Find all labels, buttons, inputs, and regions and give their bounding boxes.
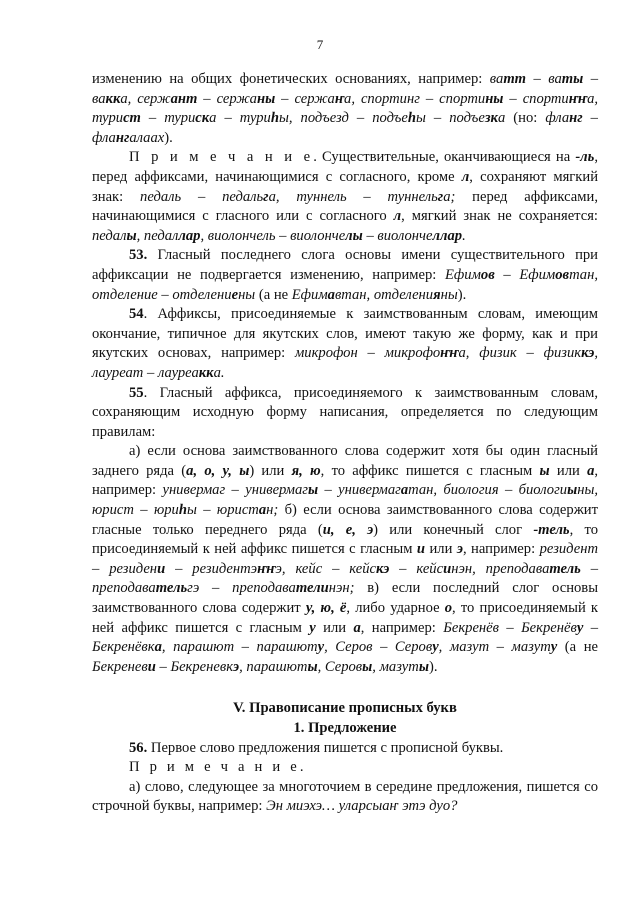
text-segment: г [437,188,444,205]
text-segment: , лауреат – лауреа [92,345,599,381]
text-segment: ы [126,227,137,244]
text-segment: ны, [577,482,598,499]
text-segment: гэ – преподава [187,580,296,597]
page-body [92,70,598,817]
text-segment: преподава [92,580,156,597]
note-ellipsis [92,778,598,817]
text-segment: , виолончель – виолонче [200,227,346,244]
text-segment: тель [549,560,581,577]
text-segment: у, ю, ё [305,600,347,617]
text-segment: втан, отделени [334,286,434,303]
text-segment: ны [256,90,276,107]
text-segment: Первое слово предложения пишется с прописной буквы. [147,739,504,756]
text-segment: ы [307,658,318,675]
text-segment: а [497,110,506,127]
text-segment: (но: [505,110,546,127]
text-segment: спорти [522,90,569,107]
text-segment: ы – юрист [186,502,259,519]
text-segment: а; [443,188,456,205]
text-segment: у [432,639,439,656]
text-segment: и [157,560,166,577]
text-segment: изменению на общих фонетических основаниях, например: [92,71,490,87]
text-segment: а [154,639,162,656]
rule-56 [92,739,598,759]
text-segment: ны [485,90,504,107]
text-segment: или [549,462,588,479]
text-segment: г [263,188,269,205]
text-segment: фла [545,110,570,127]
text-segment: ст [123,110,141,127]
text-segment: тан, отделение – отделени [92,266,598,303]
text-segment: Ефим [445,266,481,283]
text-segment: . Существительные, оканчивающиеся на [313,149,576,166]
text-segment: и [416,541,426,558]
text-segment: ант [170,90,198,107]
text-segment: Эн миэхэ… уларсыаҥ этэ дуо? [266,798,458,815]
text-segment: ллар [432,227,463,244]
text-segment: серж [137,90,171,107]
text-segment: л [393,208,402,225]
text-segment: э [456,541,463,558]
text-segment: о [444,600,453,617]
text-segment: н; [266,502,279,519]
text-segment: у [309,619,316,636]
text-segment: я [433,286,441,303]
text-segment: , например: [92,462,599,499]
text-segment: резидент – резиден [92,541,598,577]
text-segment: 54 [129,306,144,323]
text-segment: . Гласный аффикса, присоединяемого к заимствованным словам, сохраняющим исходную форму написания, определяется по следующим правилам: [92,384,598,440]
text-segment: – [580,560,599,577]
text-segment: -тель [533,521,570,538]
text-segment: – резидентэ [165,560,258,577]
text-segment: ҥҥ [568,90,588,107]
text-segment: а) слово, следующее за многоточием в середине предложения, пишется со строчной буквы, например: [92,778,598,815]
text-segment: – тури [140,110,196,127]
text-segment: кк [105,90,121,107]
text-segment: – кейс [389,560,444,577]
text-segment: а, туннель – туннель [268,188,438,205]
text-segment: Бекренёв – Бекренёв [443,619,577,636]
text-segment: ). [457,286,467,303]
rule-54 [92,305,598,383]
text-segment: универмаг – универмаг [162,482,308,499]
text-segment: – сержа [197,90,257,107]
text-segment: -ль [575,149,595,166]
text-segment: в) если последний слог основы заимствованного слова содержит [92,580,598,617]
page-number: 7 [316,37,324,52]
text-segment: Бекренев [92,658,148,675]
text-segment: л [461,168,470,185]
text-segment: ). [428,658,438,675]
text-segment: (а не [557,639,598,656]
rule-55 [92,384,598,443]
text-segment: тан, биология – биологи [408,482,568,499]
text-segment: , например: [360,619,444,636]
text-segment: тт [503,71,527,87]
text-segment: микрофон – микрофо [294,345,441,362]
text-segment: , мазут [372,658,419,675]
note-soft-sign [92,148,598,246]
text-segment: а, [120,90,138,107]
text-segment: а [587,462,595,479]
text-segment: ы [362,658,373,675]
text-segment: ов [555,266,570,283]
text-segment: а, тури [92,90,599,127]
text-segment: ҥҥ [440,345,459,362]
text-segment: . Аффиксы, присоединяемые к заимствованным словам, имеющим окончание, типичное для якутских слов, имеют такую же форму, как и при якутских основах, например: [92,306,598,362]
text-segment: я, ю [291,462,321,479]
text-segment: – [503,90,523,107]
text-segment: и [147,658,156,675]
text-segment: педал [92,227,127,244]
text-segment: или [425,541,457,558]
text-segment: нг [115,129,130,146]
text-segment: – виолонче [362,227,433,244]
note-heading [92,758,598,778]
text-segment: б) если основа заимствованного слова содержит гласные только переднего ряда ( [92,502,598,538]
text-segment: ). [164,129,173,146]
text-segment: һ [270,110,279,127]
text-segment: кэ [376,560,390,577]
text-segment: – Ефим [494,266,556,283]
text-segment: Гласный последнего слога основы имени существительного при аффиксации не подвергается изменению, например: [92,247,598,283]
text-segment: а [353,619,361,636]
text-segment: э [233,658,240,675]
text-segment: , педал [136,227,179,244]
rule-53 [92,246,598,305]
text-segment: нэн; [328,580,355,597]
text-segment: ва [489,71,504,87]
text-segment: , то присоединяемый к ней аффикс пишется с гласным [92,600,599,636]
paragraph-continuation [92,70,598,148]
text-segment: һ [407,110,416,127]
text-segment: и, е, э [322,521,374,538]
subsection-heading: 1. Предложение [293,720,397,736]
text-segment: – фла [92,110,598,146]
text-segment: ы, подъезд – подъе [278,110,408,127]
text-segment: перед аффиксами, начинающимися с гласного или с согласного [92,188,598,225]
text-segment: и [443,560,452,577]
text-segment: , парашют [239,658,308,675]
text-segment: ) или конечный слог [373,521,534,538]
text-segment: , Серов [317,658,363,675]
text-segment: ы [567,482,578,499]
text-segment: ты [561,71,584,87]
text-segment: а. [213,364,225,381]
text-segment: а [400,482,409,499]
text-segment: – Бекреневк [155,658,234,675]
text-segment: 55 [129,384,144,401]
text-segment: ҥ [334,90,345,107]
rule-55-clauses [92,442,598,677]
text-segment: , мазут – мазут [438,639,551,656]
text-segment: алаах [129,129,165,146]
text-segment: – сержа [275,90,335,107]
text-segment: а [258,502,267,519]
text-segment: лар [178,227,201,244]
text-segment: ов [480,266,495,283]
text-segment: – универмаг [318,482,401,499]
text-segment: у [550,639,558,656]
text-segment: 53. [129,247,148,264]
text-segment: 56. [129,739,148,756]
text-segment: ы [307,482,319,499]
text-segment: или [315,619,354,636]
text-segment: у [317,639,325,656]
text-segment: – [583,71,598,87]
text-segment: лы [345,227,363,244]
text-segment: у [576,619,584,636]
section-heading: V. Правописание прописных букв [233,700,457,717]
text-segment: ы [418,658,429,675]
text-segment: ҥҥ [257,560,276,577]
text-segment: ск [195,110,210,127]
text-segment: , Серов – Серов [324,639,433,656]
text-segment: (а не [255,286,292,303]
text-segment: ы [539,462,550,479]
text-segment: – Бекренёвк [92,619,598,656]
text-segment: һ [178,502,187,519]
text-segment: тели [295,580,329,597]
text-segment: ны [440,286,458,303]
text-segment: , перед аффиксами, начинающимися с согласного, кроме [92,149,598,185]
text-segment: – ва [526,71,562,87]
text-segment: нг [569,110,583,127]
text-segment: , сохраняют мягкий знак: [92,168,599,205]
text-segment: кэ [581,345,595,362]
text-segment: , мягкий знак не сохраняется: [401,208,598,225]
text-segment: кк [198,364,214,381]
text-segment: , то аффикс пишется с гласным [320,462,540,479]
text-segment: ) или [249,462,292,479]
text-segment: ны [238,286,256,303]
text-segment: юрист – юри [92,502,179,519]
text-segment: П р и м е ч а н и е. [129,759,307,776]
text-segment: а, о, у, ы [186,462,250,479]
text-segment: П р и м е ч а н и е [129,149,314,166]
text-segment: тель [155,580,188,597]
text-segment: , парашют – парашют [161,639,318,656]
text-segment: а) если основа заимствованного слова содержит хотя бы один гласный заднего ряда ( [92,443,598,479]
text-segment: Ефим [291,286,328,303]
text-segment: а, спортинг – спорти [344,90,486,107]
text-segment: , либо ударное [346,600,445,617]
text-segment: е [231,286,239,303]
text-segment: . [462,227,466,244]
text-segment: ва [92,90,106,107]
text-segment: зк [484,110,498,127]
text-segment: ы – подъе [415,110,485,127]
text-segment: нэн, преподава [451,560,550,577]
text-segment: педаль – педаль [140,188,264,205]
text-segment: э, кейс – кейс [275,560,376,577]
text-segment: а, физик – физик [458,345,582,362]
text-segment: , например: [462,541,540,558]
text-segment: , то присоединяемый к ней аффикс пишется с гласным [92,521,598,558]
text-segment: а – тури [209,110,271,127]
text-segment: а [327,286,335,303]
